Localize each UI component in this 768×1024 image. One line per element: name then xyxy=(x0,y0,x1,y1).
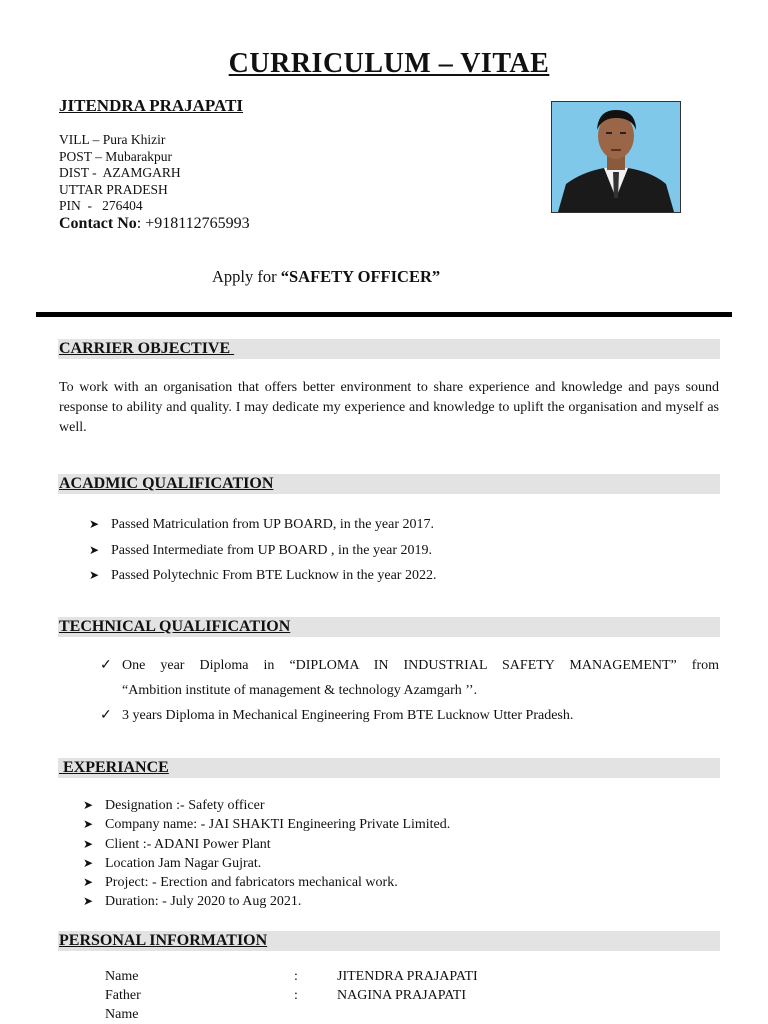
header-divider xyxy=(36,312,732,317)
address-line: PIN - 276404 xyxy=(59,198,143,214)
arrow-bullet-icon: ➤ xyxy=(83,875,94,890)
profile-photo xyxy=(551,101,681,213)
list-item: ➤ Designation :- Safety officer xyxy=(105,796,450,815)
arrow-bullet-icon: ➤ xyxy=(83,894,94,909)
technical-list xyxy=(100,653,719,728)
experience-list xyxy=(83,796,451,912)
list-item: ➤ Company name: - JAI SHAKTI Engineering Private Limited. xyxy=(105,815,450,834)
address-line: POST – Mubarakpur xyxy=(59,148,172,164)
section-heading-text: TECHNICAL QUALIFICATION xyxy=(59,618,291,635)
list-item: ➤ Passed Polytechnic From BTE Lucknow in the year 2022. xyxy=(111,563,436,589)
section-heading-text: PERSONAL INFORMATION xyxy=(59,932,268,949)
list-item: ➤ Client :- ADANI Power Plant xyxy=(105,835,450,854)
field-label: Name xyxy=(105,969,139,984)
section-heading-text: EXPERIANCE xyxy=(59,759,169,776)
list-item: ➤ Passed Intermediate from UP BOARD , in the year 2019. xyxy=(111,538,436,564)
arrow-bullet-icon: ➤ xyxy=(83,798,94,812)
apply-prefix: Apply for xyxy=(212,267,281,286)
arrow-bullet-icon: ➤ xyxy=(83,817,94,832)
arrow-bullet-icon: ➤ xyxy=(83,855,94,870)
list-item: ➤ Duration: - July 2020 to Aug 2021. xyxy=(105,892,450,911)
address-block xyxy=(59,132,181,215)
checkmark-icon: ✓ xyxy=(100,708,112,723)
person-portrait-icon xyxy=(552,102,680,212)
objective-text: To work with an organisation that offers better environment to share experience and knowledge and pays sound response to ability and quality. I may dedicate my experience and knowledge to uplift the organisation and myself as well. xyxy=(59,380,719,435)
academic-list xyxy=(89,512,437,589)
arrow-bullet-icon: ➤ xyxy=(89,517,100,531)
address-line: UTTAR PRADESH xyxy=(59,181,168,197)
field-value: JITENDRA PRAJAPATI xyxy=(337,969,478,984)
section-heading-technical xyxy=(58,617,720,637)
contact-label: Contact No xyxy=(59,215,137,232)
field-separator: : xyxy=(294,988,298,1003)
section-heading-text: ACADMIC QUALIFICATION xyxy=(59,475,274,492)
list-item: ✓ 3 years Diploma in Mechanical Engineering From BTE Lucknow Utter Pradesh. xyxy=(122,703,719,728)
arrow-bullet-icon: ➤ xyxy=(89,568,100,582)
candidate-name: JITENDRA PRAJAPATI xyxy=(59,96,244,115)
field-label: Father Name xyxy=(105,988,141,1022)
address-line: VILL – Pura Khizir xyxy=(59,132,166,147)
arrow-bullet-icon: ➤ xyxy=(83,836,94,851)
section-heading-text: CARRIER OBJECTIVE xyxy=(59,340,235,357)
section-heading-personal xyxy=(58,931,720,951)
contact-number xyxy=(59,215,250,233)
address-line: DIST - AZAMGARH xyxy=(59,165,181,181)
list-item: ➤ Project: - Erection and fabricators mechanical work. xyxy=(105,873,450,892)
apply-for-line xyxy=(212,267,440,287)
list-item: ➤ Location Jam Nagar Gujrat. xyxy=(105,854,450,873)
contact-value: : +918112765993 xyxy=(136,215,250,232)
list-item: ➤ Passed Matriculation from UP BOARD, in the year 2017. xyxy=(111,512,436,538)
section-heading-academic xyxy=(58,474,720,494)
field-value: NAGINA PRAJAPATI xyxy=(337,988,467,1003)
section-heading-experience xyxy=(58,758,720,778)
apply-role: “SAFETY OFFICER” xyxy=(280,267,441,286)
arrow-bullet-icon: ➤ xyxy=(89,542,100,557)
field-separator: : xyxy=(294,969,298,984)
list-item: ✓ One year Diploma in “DIPLOMA IN INDUSTRIAL SAFETY MANAGEMENT” from “Ambition institute of management & technology Azamgarh ’’. xyxy=(122,653,719,703)
section-heading-objective xyxy=(58,339,720,359)
checkmark-icon: ✓ xyxy=(100,658,112,673)
document-title: CURRICULUM – VITAE xyxy=(228,48,550,79)
